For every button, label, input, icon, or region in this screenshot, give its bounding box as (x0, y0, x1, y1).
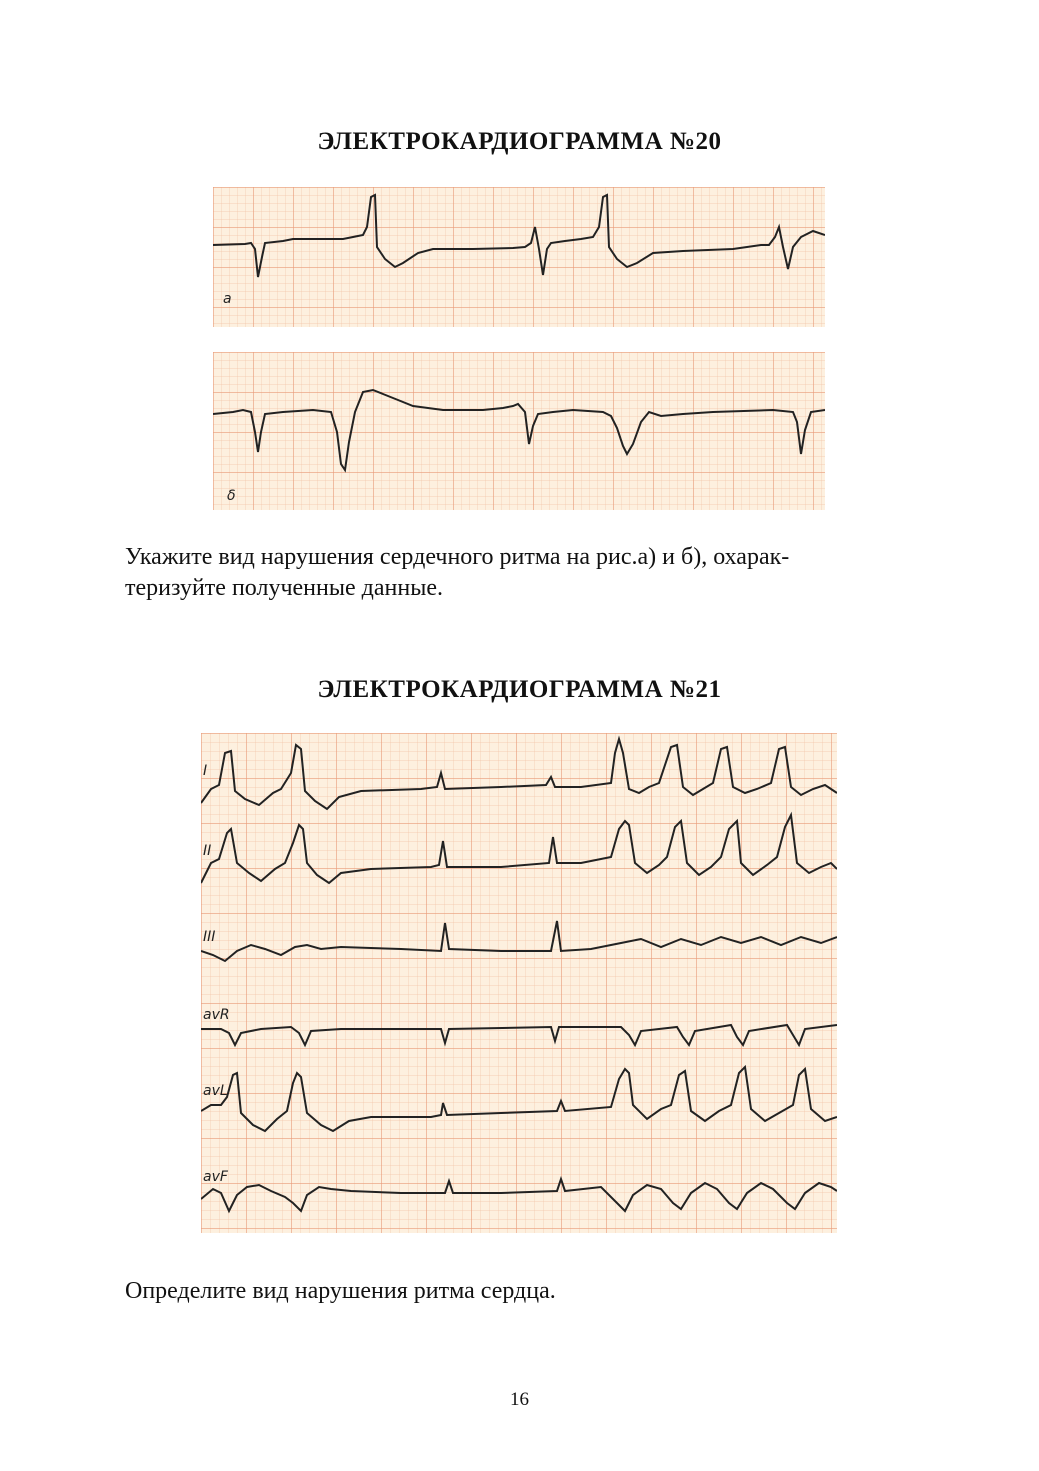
ecg20-strip-b (213, 352, 825, 510)
ecg21-heading: ЭЛЕКТРОКАРДИОГРАММА №21 (317, 676, 722, 703)
ecg20-strip-a-svg (213, 187, 825, 327)
ecg20-strip-b-svg (213, 352, 825, 510)
ecg21-lead-label-2: II (203, 843, 212, 859)
page-number: 16 (510, 1389, 529, 1410)
ecg21-lead-label-1: I (203, 763, 208, 779)
ecg21-lead-label-avl: avL (203, 1083, 228, 1099)
ecg20-strip-a (213, 187, 825, 327)
ecg20-strip-b-label: δ (227, 488, 236, 504)
ecg21-lead-label-avf: avF (203, 1169, 228, 1185)
ecg20-question: Укажите вид нарушения сердечного ритма на рис.а) и б), охарак- теризуйте полученные данные. (125, 544, 790, 601)
ecg21-question: Определите вид нарушения ритма сердца. (125, 1278, 556, 1304)
ecg21-lead-label-avr: avR (203, 1007, 230, 1023)
ecg20-strip-a-label: a (223, 291, 232, 307)
ecg21-strip (201, 733, 837, 1233)
ecg20-heading: ЭЛЕКТРОКАРДИОГРАММА №20 (317, 128, 722, 155)
ecg21-svg (201, 733, 837, 1233)
ecg21-lead-label-3: III (203, 929, 216, 945)
